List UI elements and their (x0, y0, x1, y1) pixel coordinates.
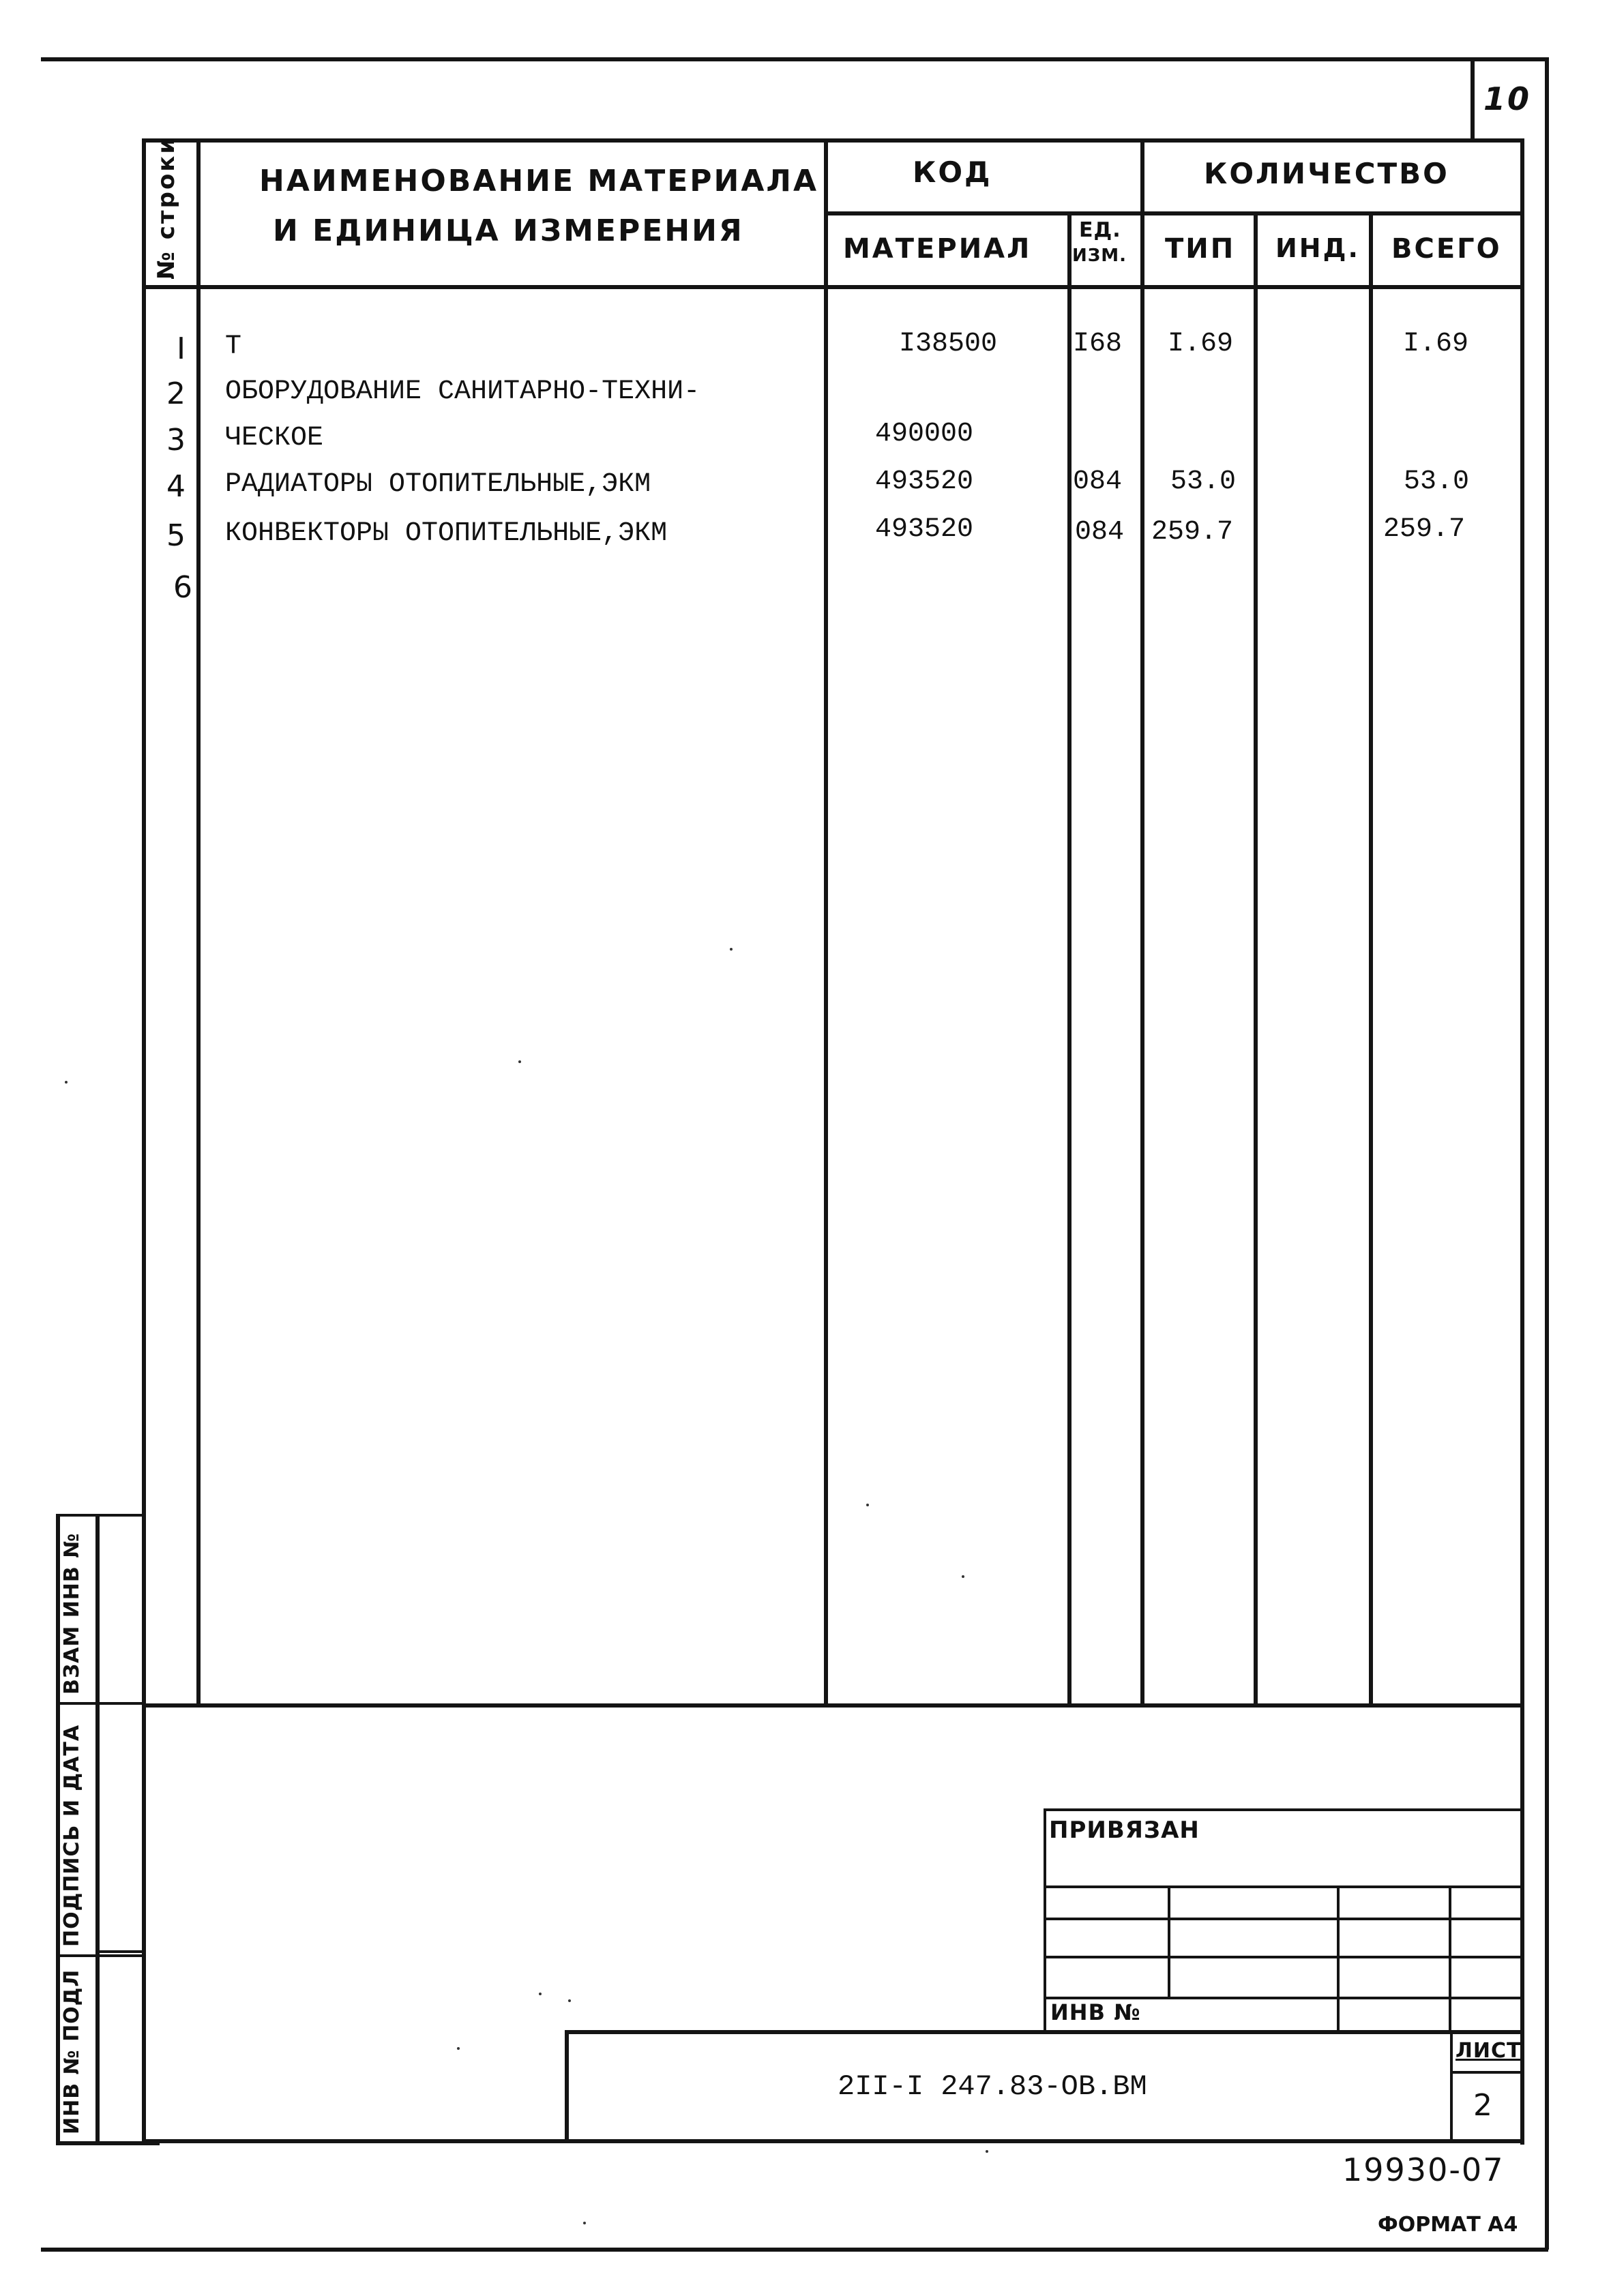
row-material: I38500 (899, 329, 998, 359)
lower-frame-left (142, 1703, 146, 2143)
col-material-divider (1067, 211, 1071, 1707)
sheet-number: 2 (1473, 2088, 1494, 2123)
table-body-end-line (142, 1703, 1524, 1708)
format-label: ФОРМАТ А4 (1378, 2213, 1518, 2237)
row-number: 3 (166, 423, 186, 458)
col-unit-divider (1140, 138, 1144, 1707)
scan-speck (518, 1060, 521, 1063)
header-unit-line2: ИЗМ. (1072, 245, 1127, 266)
table-top-border (142, 138, 1524, 143)
row-number: 2 (166, 376, 186, 411)
header-unit-line1: ЕД. (1079, 218, 1121, 242)
tb-top (1044, 1808, 1521, 1811)
page-number-box-left (1470, 57, 1475, 140)
row-total: I.69 (1403, 329, 1469, 359)
lower-frame-right (1520, 1703, 1524, 2143)
header-mid-line (824, 211, 1524, 215)
page-number: 10 (1483, 80, 1532, 117)
row-type: I.69 (1168, 329, 1234, 359)
row-name: РАДИАТОРЫ ОТОПИТЕЛЬНЫЕ,ЭКМ (225, 469, 651, 500)
side-strip-top (56, 1514, 145, 1517)
scan-speck (866, 1504, 869, 1506)
row-material: 493520 (875, 514, 974, 545)
row-number: 6 (173, 570, 192, 605)
row-number: I (177, 331, 186, 366)
header-name-line2: И ЕДИНИЦА ИЗМЕРЕНИЯ (273, 213, 744, 248)
scan-speck (962, 1575, 964, 1578)
header-material: МАТЕРИАЛ (843, 233, 1032, 265)
top-border (41, 57, 1548, 61)
side-strip-inner-line (95, 1950, 143, 1953)
stamp-vzam-inv: ВЗАМ ИНВ № (60, 1532, 84, 1695)
row-material: 493520 (875, 466, 974, 497)
side-strip-sep1 (56, 1702, 145, 1705)
title-block-privyazan: ПРИВЯЗАН (1049, 1817, 1200, 1844)
document-code: 2II-I 247.83-ОВ.ВМ (838, 2070, 1147, 2103)
header-total: ВСЕГО (1391, 233, 1502, 265)
title-block-inv-no: ИНВ № (1050, 1999, 1141, 2025)
scan-speck (568, 1999, 571, 2002)
sheet-label: ЛИСТ (1455, 2039, 1522, 2063)
header-name-line1: НАИМЕНОВАНИЕ МАТЕРИАЛА (259, 164, 819, 198)
tb-col2 (1337, 1885, 1340, 2033)
row-unit: I68 (1073, 329, 1123, 359)
row-number: 4 (166, 469, 186, 504)
col-type-divider (1254, 211, 1258, 1707)
header-code: КОД (913, 155, 992, 189)
row-unit: 084 (1073, 466, 1123, 497)
scan-speck (730, 948, 733, 951)
row-total: 53.0 (1404, 466, 1470, 497)
col-ind-divider (1369, 211, 1373, 1707)
row-number: 5 (166, 518, 186, 553)
stamp-podpis-data: ПОДПИСЬ И ДАТА (60, 1724, 84, 1947)
row-material: 490000 (875, 419, 974, 449)
lower-frame-bottom (142, 2139, 1524, 2143)
scan-speck (986, 2150, 988, 2153)
tb-left (1044, 1808, 1046, 2033)
doc-box-sheet-divider (1450, 2030, 1453, 2143)
header-quantity: КОЛИЧЕСТВО (1204, 157, 1449, 190)
doc-box-left (565, 2030, 569, 2143)
row-unit: 084 (1075, 517, 1125, 548)
row-name: Т (225, 331, 242, 362)
archive-number: 19930-07 (1342, 2151, 1505, 2188)
col-name-divider (824, 138, 828, 1707)
doc-box-sheet-line (1450, 2071, 1522, 2074)
tb-col3 (1449, 1885, 1451, 2033)
stamp-inv-podl: ИНВ № ПОДЛ (60, 1969, 84, 2134)
side-strip-mid (95, 1514, 100, 2145)
row-type: 259.7 (1151, 517, 1234, 548)
header-bottom-line (142, 285, 1524, 289)
row-name: КОНВЕКТОРЫ ОТОПИТЕЛЬНЫЕ,ЭКМ (225, 518, 668, 549)
header-ind: ИНД. (1275, 233, 1360, 263)
row-total: 259.7 (1383, 514, 1466, 545)
tb-col1 (1168, 1885, 1170, 1998)
row-name: ОБОРУДОВАНИЕ САНИТАРНО-ТЕХНИ- (225, 376, 700, 407)
scan-speck (65, 1081, 68, 1084)
scan-speck (583, 2222, 586, 2224)
right-edge-line (1545, 57, 1549, 2250)
bottom-border (41, 2248, 1548, 2252)
header-row-no: № строки (153, 135, 180, 280)
scan-speck (539, 1993, 542, 1995)
side-strip-sep2 (56, 1954, 145, 1957)
row-type: 53.0 (1170, 466, 1237, 497)
scan-speck (457, 2047, 460, 2050)
doc-box-top (565, 2030, 1523, 2034)
col-rowno-divider (196, 138, 201, 1707)
row-name: ЧЕСКОЕ (225, 423, 324, 453)
header-type: ТИП (1165, 233, 1236, 265)
